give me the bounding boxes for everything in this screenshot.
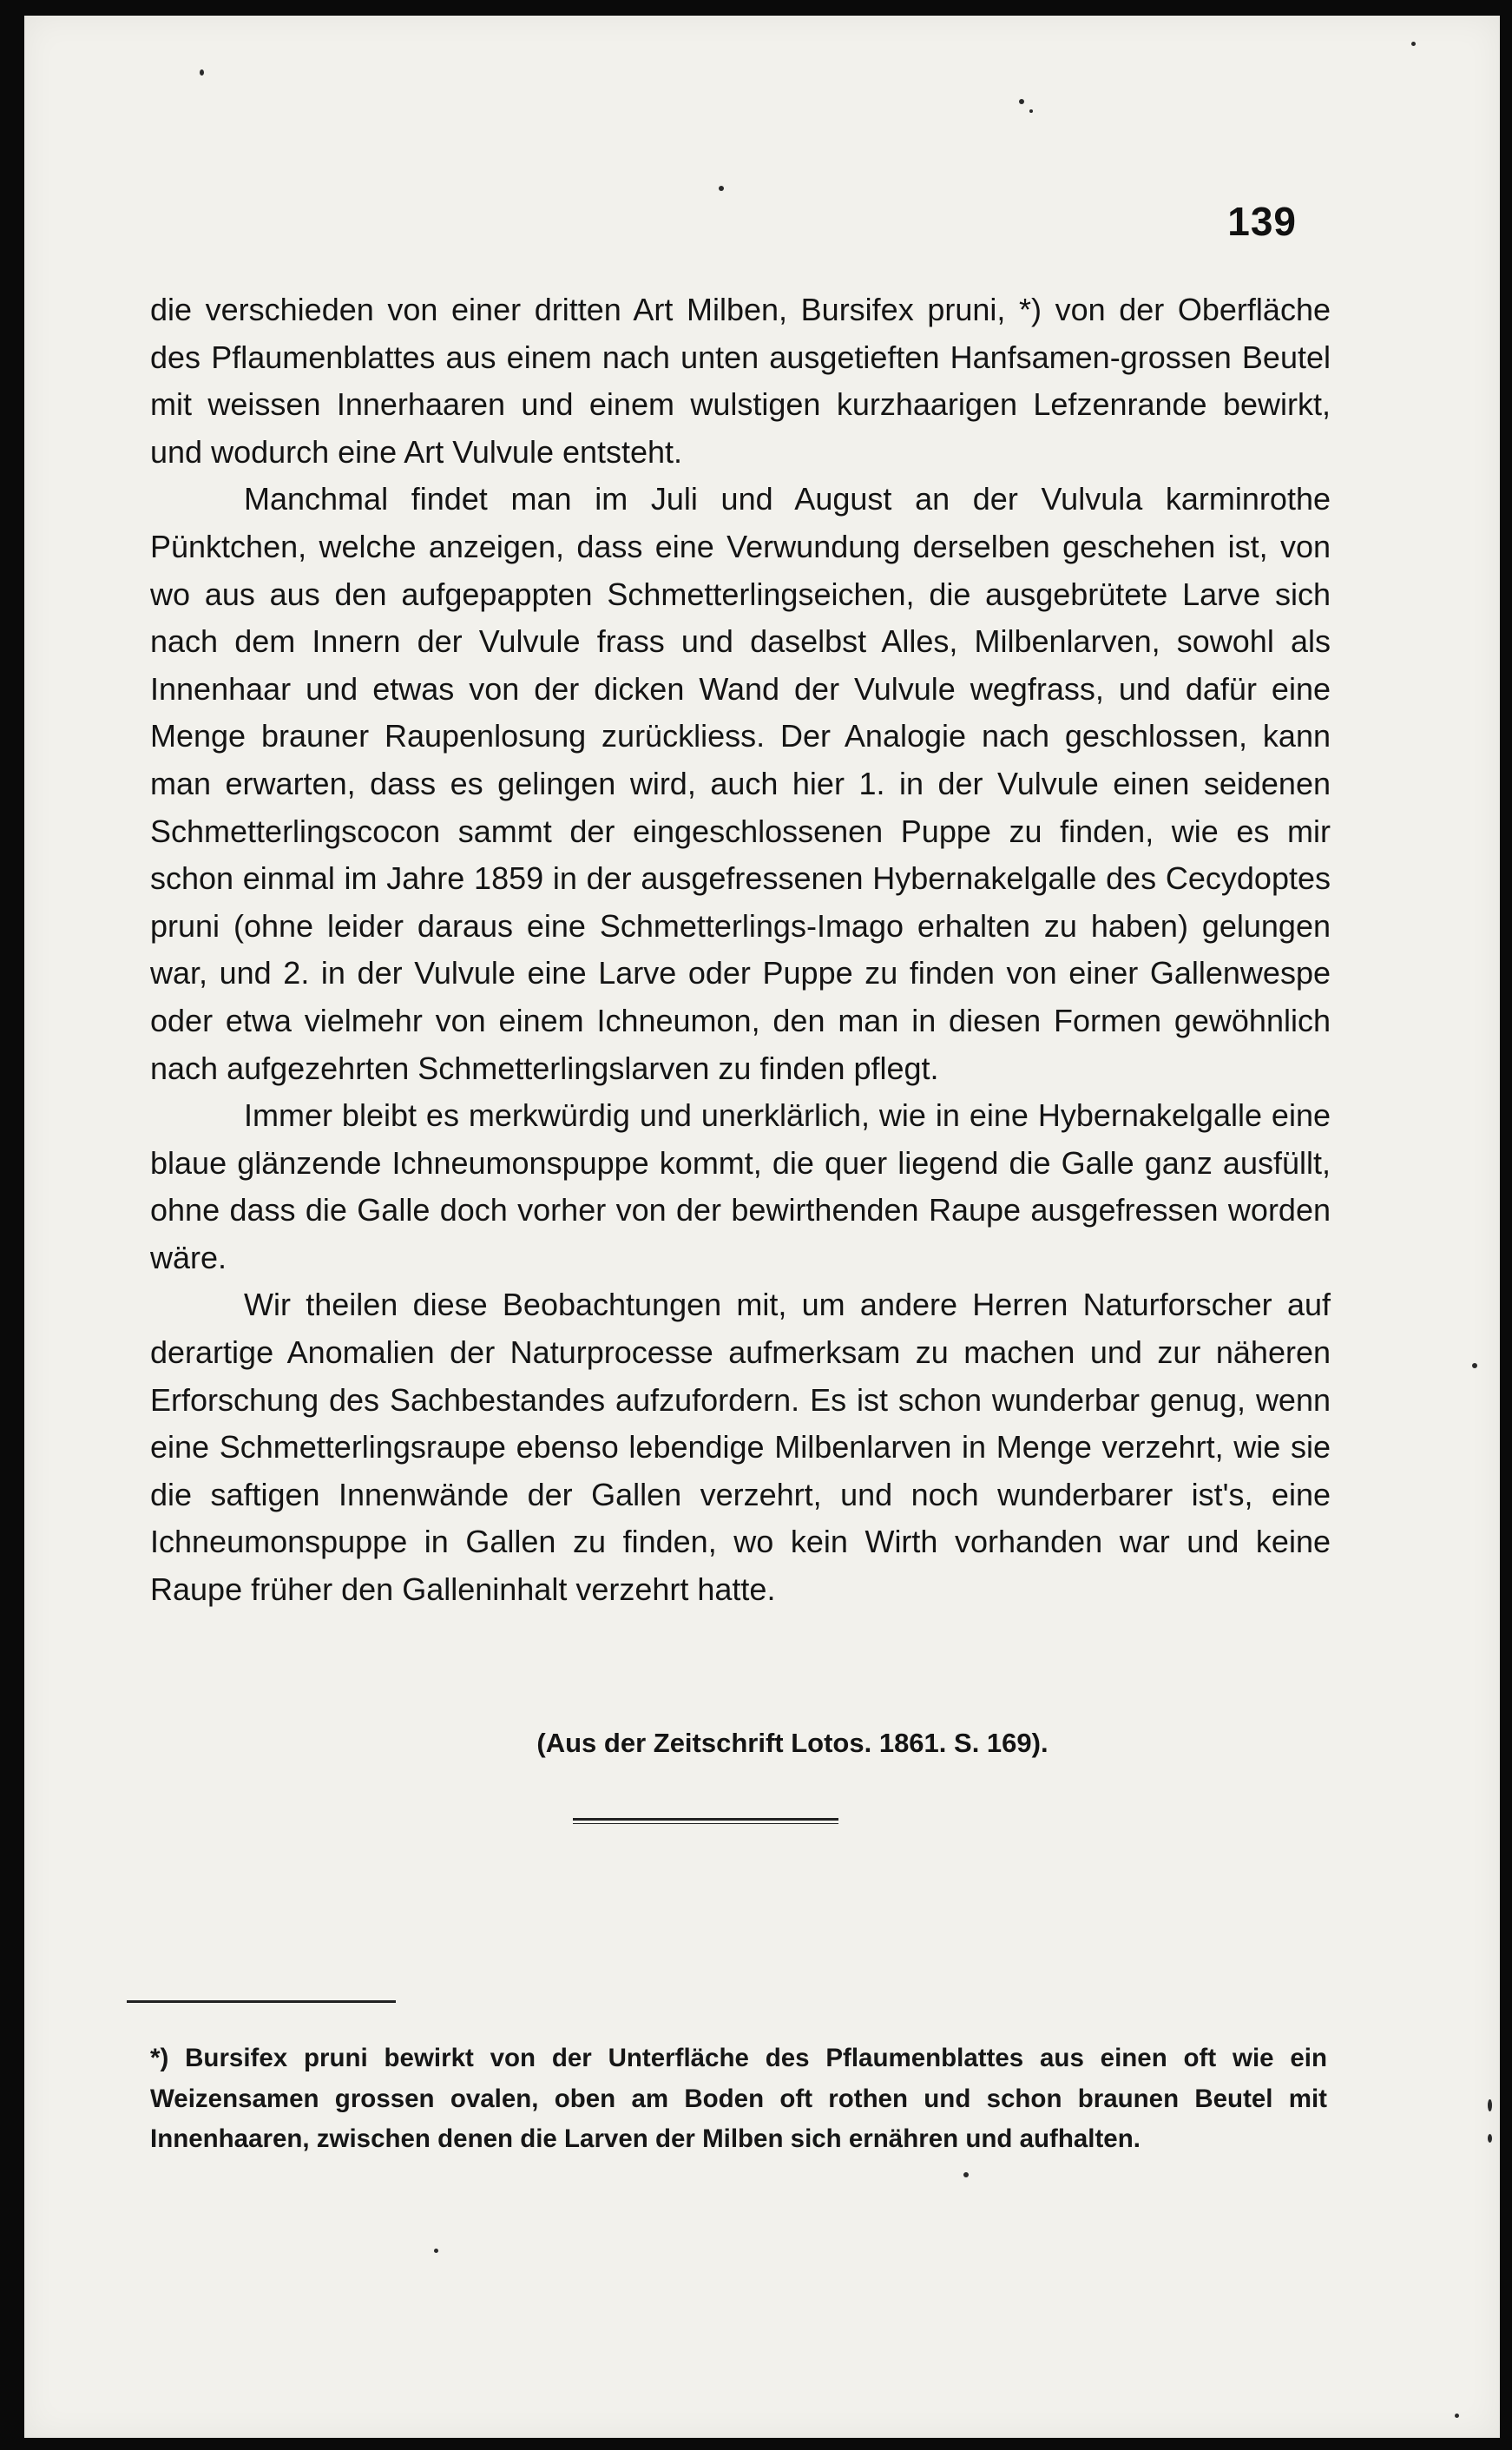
book-page (24, 16, 1500, 2438)
footnote-separator (127, 2000, 396, 2003)
paragraph: Manchmal findet man im Juli und August an der Vulvula karminrothe Pünktchen, welche anzeigen, dass eine Verwundung derselben geschehen ist, von wo aus aus den aufgepappten Schmetterlingseichen, die ausgebrütete Larve sich nach dem Innern der Vulvule frass und daselbst Alles, Milbenlarven, sowohl als Innenhaar und etwas von der dicken Wand der Vulvule wegfrass, und dafür eine Menge brauner Raupenlosung zurückliess. Der Analogie nach geschlossen, kann man erwarten, dass es gelingen wird, auch hier 1. in der Vulvule einen seidenen Schmetterlingscocon sammt der eingeschlossenen Puppe zu finden, wie es mir schon einmal im Jahre 1859 in der ausgefressenen Hybernakelgalle des Cecydoptes pruni (ohne leider daraus eine Schmetterlings-Imago erhalten zu haben) gelungen war, und 2. in der Vulvule eine Larve oder Puppe zu finden von einer Gallenwespe oder etwa vielmehr von einem Ichneumon, den man in diesen Formen gewöhnlich nach aufgezehrten Schmetterlingslarven zu finden pflegt. (150, 481, 1331, 1086)
paragraph-continuation: die verschieden von einer dritten Art Milben, Bursifex pruni, *) von der Oberfläche des Pflaumenblattes aus einem nach unten ausgetieften Hanfsamen-grossen Beutel mit weissen Innerhaaren und einem wulstigen kurzhaarigen Lefzenrande bewirkt, und wodurch eine Art Vulvule entsteht. (150, 292, 1331, 470)
paper-speck (1488, 2134, 1492, 2143)
paper-speck (1488, 2099, 1492, 2111)
page-number: 139 (1227, 199, 1297, 244)
paper-speck (963, 2172, 969, 2177)
paragraph: Wir theilen diese Beobachtungen mit, um andere Herren Naturforscher auf derartige Anomalien der Naturprocesse aufmerksam zu machen und zur näheren Erforschung des Sachbestandes aufzufordern. Es ist schon wunderbar genug, wenn eine Schmetterlingsraupe ebenso lebendige Milbenlarven in Menge verzehrt, wie sie die saftigen Innenwände der Gallen verzehrt, und noch wunderbarer ist's, eine Ichneumonspuppe in Gallen zu finden, wo kein Wirth vorhanden war und keine Raupe früher den Galleninhalt verzehrt hatte. (150, 1287, 1331, 1608)
paper-speck (200, 69, 204, 76)
paper-speck (434, 2249, 438, 2253)
footnote: *) Bursifex pruni bewirkt von der Unterfläche des Pflaumenblattes aus einen oft wie ein Weizensamen grossen ovalen, oben am Boden oft rothen und schon braunen Beutel mit Innenhaaren, zwischen denen die Larven der Milben sich ernähren und aufhalten. (150, 2044, 1327, 2153)
paper-speck (1029, 109, 1033, 113)
main-text (150, 286, 1331, 1614)
paper-speck (1411, 42, 1416, 46)
source-citation: (Aus der Zeitschrift Lotos. 1861. S. 169). (536, 1728, 1049, 1758)
paper-speck (719, 186, 724, 191)
paper-speck (1472, 1363, 1477, 1368)
paper-speck (1019, 99, 1024, 104)
paragraph: Immer bleibt es merkwürdig und unerklärlich, wie in eine Hybernakelgalle eine blaue glänzende Ichneumonspuppe kommt, die quer liegend die Galle ganz ausfüllt, ohne dass die Galle doch vorher von der bewirthenden Raupe ausgefressen worden wäre. (150, 1097, 1331, 1275)
paper-speck (1455, 2414, 1459, 2418)
section-end-rule (573, 1818, 838, 1824)
